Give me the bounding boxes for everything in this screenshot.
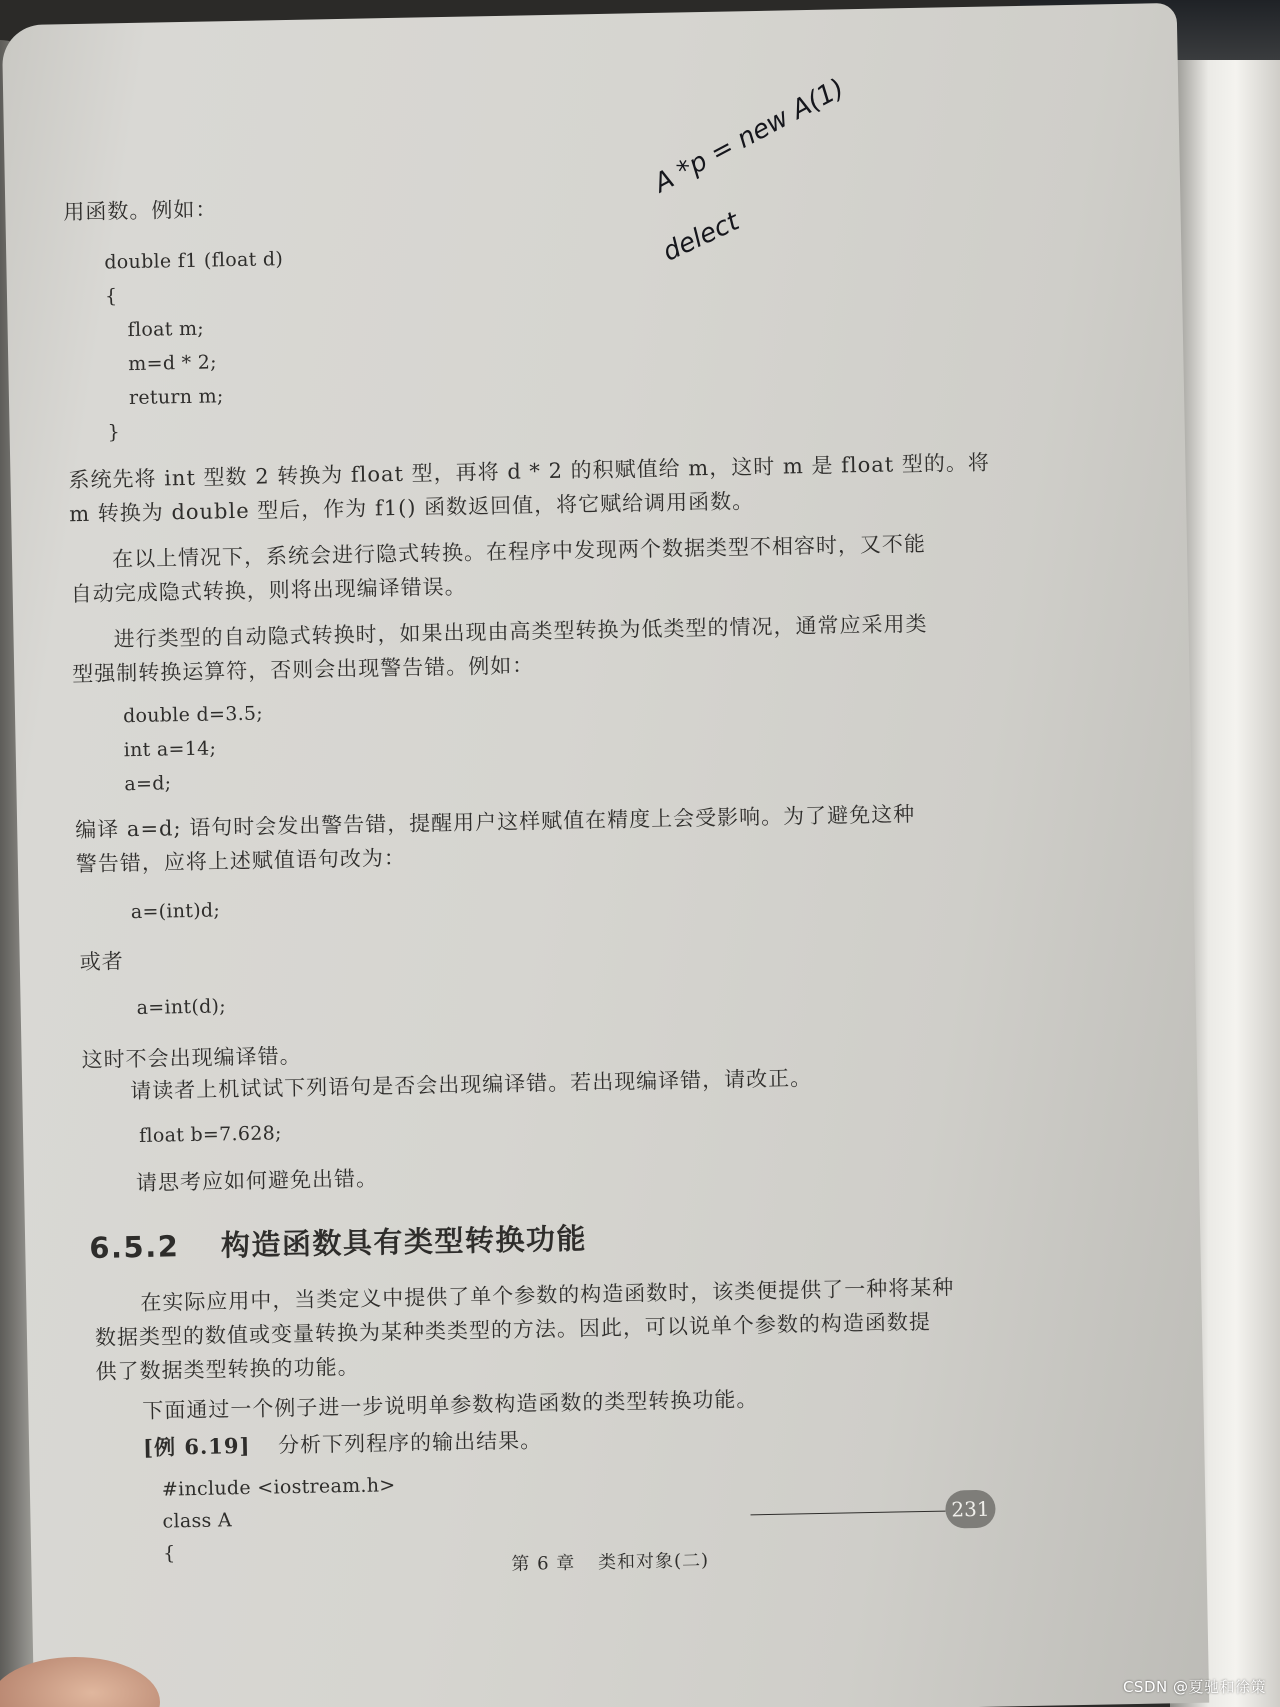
para1-line2: m 转换为 double 型后，作为 f1() 函数返回值，将它赋给调用函数。 (68, 489, 755, 527)
section-number: 6.5.2 (88, 1229, 180, 1265)
para1-line1: 系统先将 int 型数 2 转换为 float 型，再将 d * 2 的积赋值给 m，这时 m 是 float 型的。将 (68, 450, 991, 493)
para3-line1: 进行类型的自动隐式转换时，如果出现由高类型转换为低类型的情况，通常应采用类 (113, 611, 928, 652)
example-text: 分析下列程序的输出结果。 (277, 1428, 543, 1458)
handwritten-note-line2: delect (658, 206, 744, 268)
code1-line5: return m; (128, 385, 224, 410)
para4-line1: 编译 a=d; 语句时会发出警告错，提醒用户这样赋值在精度上会受影响。为了避免这种 (75, 802, 916, 843)
example-label: [例 6.19] (142, 1432, 251, 1460)
footer-rule (751, 1511, 946, 1516)
para4-line2: 警告错，应将上述赋值语句改为： (75, 845, 407, 877)
code1-line3: float m; (127, 317, 205, 342)
page-number-badge: 231 (945, 1490, 996, 1529)
footer-chapter (511, 1552, 709, 1574)
code5: float b=7.628; (138, 1122, 282, 1148)
para3-line2: 型强制转换运算符，否则会出现警告错。例如： (72, 653, 535, 687)
book-page (2, 3, 1209, 1707)
code1-line1: double f1 (float d) (104, 248, 284, 274)
para7-line2: 数据类型的数值或变量转换为某种类类型的方法。因此，可以说单个参数的构造函数提 (94, 1309, 932, 1350)
intro-line: 用函数。例如： (63, 197, 218, 225)
example-line (143, 1429, 542, 1459)
code4: a=int(d); (136, 995, 227, 1020)
para6: 请思考应如何避免出错。 (135, 1166, 379, 1196)
footer-chapter-number: 第 6 章 (511, 1552, 576, 1575)
footer-chapter-title: 类和对象(二) (597, 1550, 710, 1574)
para2-line2: 自动完成隐式转换，则将出现编译错误。 (70, 574, 467, 607)
para7-line1: 在实际应用中，当类定义中提供了单个参数的构造函数时，该类便提供了一种将某种 (140, 1275, 955, 1316)
code2-line3: a=d; (124, 772, 172, 796)
code1-line4: m=d * 2; (128, 351, 218, 376)
code1-line2: { (104, 285, 118, 308)
or-text: 或者 (79, 949, 125, 975)
code6-line1: #include <iostream.h> (161, 1474, 396, 1501)
para5-line2: 请读者上机试试下列语句是否会出现编译错。若出现编译错，请改正。 (130, 1066, 813, 1104)
para7-line3: 供了数据类型转换的功能。 (95, 1354, 360, 1384)
code2-line1: double d=3.5; (122, 702, 264, 728)
para8: 下面通过一个例子进一步说明单参数构造函数的类型转换功能。 (142, 1387, 759, 1423)
code6-line3: { (162, 1542, 176, 1565)
code6-line2: class A (162, 1509, 233, 1533)
section-title: 构造函数具有类型转换功能 (220, 1221, 588, 1263)
code3: a=(int)d; (130, 899, 221, 924)
code2-line2: int a=14; (123, 737, 217, 762)
handwritten-note-line1: A *p = new A(1) (649, 73, 850, 199)
section-heading (88, 1221, 588, 1265)
page-content (2, 3, 1209, 1707)
code1-line6: } (107, 421, 121, 444)
para2-line1: 在以上情况下，系统会进行隐式转换。在程序中发现两个数据类型不相容时，又不能 (111, 531, 927, 572)
para5-line1: 这时不会出现编译错。 (81, 1043, 302, 1073)
csdn-watermark: CSDN @夏驰和徐策 (1122, 1678, 1266, 1696)
